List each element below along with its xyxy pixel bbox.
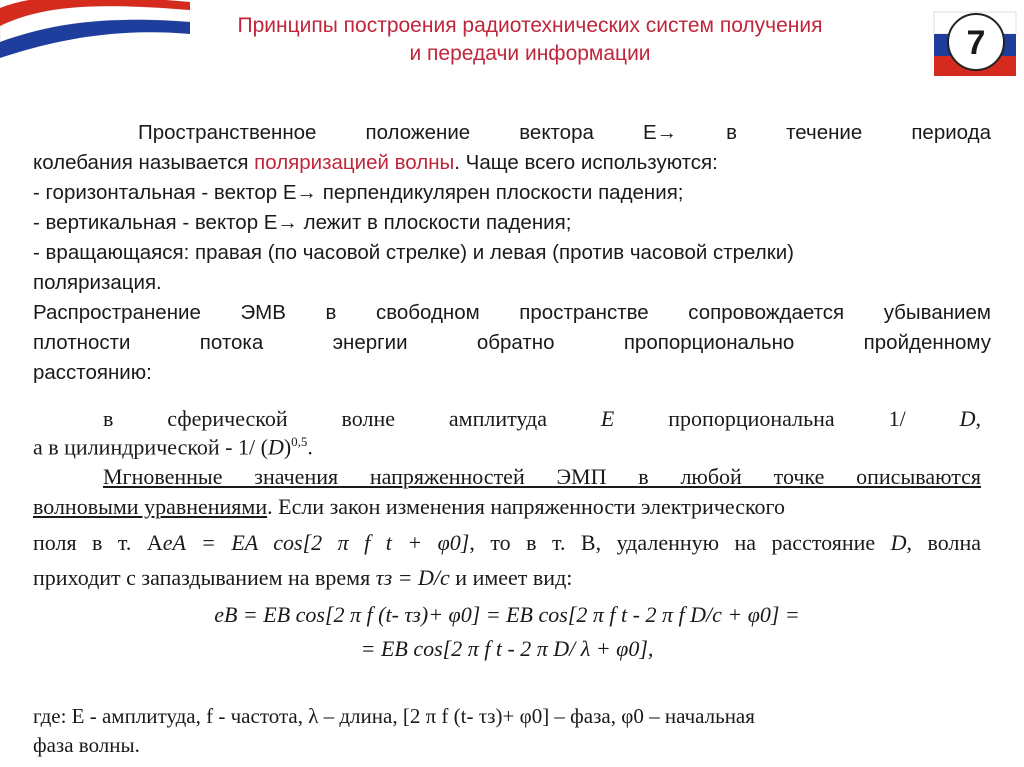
formula-inline: eA = EA cos[2 π f t + φ0] (162, 530, 470, 555)
body-line: - вращающаяся: правая (по часовой стрелке) и левая (против часовой стрелки) (33, 241, 794, 264)
slide-number-badge (930, 4, 1020, 82)
body-line: плотности потока энергии обратно пропорционально пройденному (33, 331, 991, 354)
equation-1: eB = EB cos[2 π f (t- τз)+ φ0] = EB cos[2 π f t - 2 π f D/c + φ0] = (214, 602, 800, 627)
serif-line: Мгновенные значения напряженностей ЭМП в любой точке описываются (103, 464, 981, 489)
body-line: поляризация. (33, 271, 162, 294)
body-line: расстоянию: (33, 361, 152, 384)
title-line-2: и передачи информации (409, 42, 651, 65)
equation-2: = EB cos[2 π f t - 2 π D/ λ + φ0], (360, 636, 654, 661)
serif-line: волновыми уравнениями. Если закон изменения напряженности электрического (33, 494, 786, 519)
body-line: - вертикальная - вектор Е→ лежит в плоскости падения; (33, 211, 572, 234)
serif-line: поля в т. АeA = EA cos[2 π f t + φ0], то в т. В, удаленную на расстояние D, волна (33, 530, 981, 555)
term-polarization: поляризацией волны (254, 151, 455, 174)
serif-line: а в цилиндрической - 1/ $(D)^{0,5}$. (33, 434, 313, 460)
serif-line: где: E - амплитуда, f - частота, λ – длина, [2 π f (t- τз)+ φ0] – фаза, φ0 – начальная (33, 704, 755, 728)
serif-line: приходит с запаздыванием на время τз = D/c и имеет вид: (33, 565, 573, 590)
serif-line: фаза волны. (33, 733, 140, 757)
body-line: Распространение ЭМВ в свободном пространстве сопровождается убыванием (33, 301, 991, 324)
body-line: - горизонтальная - вектор Е→ перпендикулярен плоскости падения; (33, 181, 684, 204)
slide-title (150, 12, 910, 68)
title-line-1: Принципы построения радиотехнических систем получения (237, 14, 823, 37)
body-line: Пространственное положение вектора Е→ в течение периода (138, 121, 991, 144)
body-line: колебания называется поляризацией волны. Чаще всего используются: (33, 151, 718, 174)
serif-line: в сферической волне амплитуда E пропорциональна 1/ D, (103, 406, 981, 431)
formula-inline: τз = D/c (375, 565, 450, 590)
slide-number: 7 (966, 24, 986, 62)
